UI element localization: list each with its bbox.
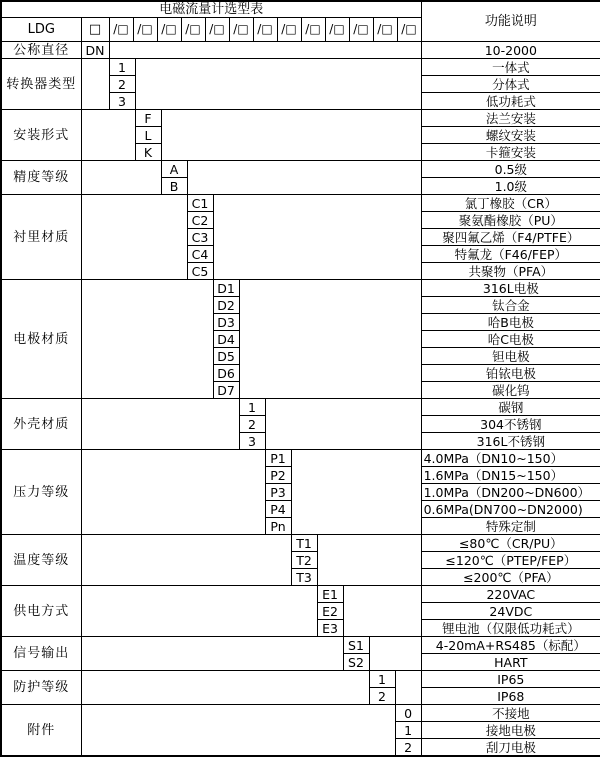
option-desc: 哈B电极 — [421, 314, 600, 331]
option-desc: 4.0MPa（DN10~150） — [421, 450, 600, 467]
option-code: S1 — [343, 637, 369, 654]
option-desc: 316L电极 — [421, 280, 600, 297]
temperature-rating-label: 温度等级 — [1, 535, 81, 586]
option-code: A — [161, 161, 187, 178]
option-desc: 低功耗式 — [421, 93, 600, 110]
spacer — [81, 586, 317, 637]
option-desc: HART — [421, 654, 600, 671]
spacer — [81, 161, 161, 195]
model-slot: /□ — [113, 22, 129, 36]
spacer — [109, 42, 421, 59]
option-desc: 1.0级 — [421, 178, 600, 195]
model-slot: /□ — [157, 18, 181, 41]
option-code: D5 — [213, 348, 239, 365]
option-desc: 1.0MPa（DN200~DN600） — [421, 484, 600, 501]
model-slot: /□ — [301, 18, 325, 41]
option-code: Pn — [265, 518, 291, 535]
spacer — [265, 399, 421, 450]
accessories-label: 附件 — [1, 705, 81, 757]
option-code: P4 — [265, 501, 291, 518]
spacer — [81, 280, 213, 399]
pressure-rating-label: 压力等级 — [1, 450, 81, 535]
model-slot: /□ — [205, 18, 229, 41]
option-desc: ≤200℃（PFA） — [421, 569, 600, 586]
converter-type-label: 转换器类型 — [1, 59, 81, 110]
model-slot: /□ — [253, 18, 277, 41]
model-slot: /□ — [325, 18, 349, 41]
option-desc: 钽电极 — [421, 348, 600, 365]
electrode-material-label: 电极材质 — [1, 280, 81, 399]
option-code: 1 — [369, 671, 395, 688]
option-desc: 碳化钨 — [421, 382, 600, 399]
option-desc: 特氟龙（F46/FEP） — [421, 246, 600, 263]
option-desc: 卡箍安装 — [421, 144, 600, 161]
housing-material-label: 外壳材质 — [1, 399, 81, 450]
option-code: 1 — [239, 399, 265, 416]
option-code: C5 — [187, 263, 213, 280]
option-code: S2 — [343, 654, 369, 671]
option-code: 2 — [369, 688, 395, 705]
option-code: P2 — [265, 467, 291, 484]
option-code: E1 — [317, 586, 343, 603]
model-slot: /□ — [277, 18, 301, 41]
option-code: T3 — [291, 569, 317, 586]
function-column-header: 功能说明 — [421, 1, 600, 42]
option-desc: 24VDC — [421, 603, 600, 620]
spacer — [81, 110, 135, 161]
spacer — [213, 195, 421, 280]
option-code: E3 — [317, 620, 343, 637]
protection-rating-label: 防护等级 — [1, 671, 81, 705]
model-slot: /□ — [349, 18, 373, 41]
model-box: □ — [81, 18, 109, 42]
option-code: 3 — [239, 433, 265, 450]
option-desc: ≤80℃（CR/PU） — [421, 535, 600, 552]
option-code: T2 — [291, 552, 317, 569]
option-desc: 一体式 — [421, 59, 600, 76]
option-desc: 聚四氟乙烯（F4/PTFE） — [421, 229, 600, 246]
spacer — [369, 637, 421, 671]
model-slot: /□ — [133, 18, 157, 41]
option-desc: 特殊定制 — [421, 518, 600, 535]
spacer — [239, 280, 421, 399]
option-code: D6 — [213, 365, 239, 382]
spacer — [81, 705, 395, 757]
option-code: DN — [81, 42, 109, 59]
spacer — [317, 535, 421, 586]
option-code: 1 — [109, 59, 135, 76]
option-desc: 碳钢 — [421, 399, 600, 416]
option-code: D7 — [213, 382, 239, 399]
spacer — [135, 59, 421, 110]
spacer — [161, 110, 421, 161]
spacer — [81, 195, 187, 280]
option-code: C4 — [187, 246, 213, 263]
option-code: 2 — [395, 739, 421, 757]
option-desc: 220VAC — [421, 586, 600, 603]
option-code: D3 — [213, 314, 239, 331]
option-desc: 氯丁橡胶（CR） — [421, 195, 600, 212]
option-code: C3 — [187, 229, 213, 246]
option-desc: 316L不锈钢 — [421, 433, 600, 450]
option-desc: 共聚物（PFA） — [421, 263, 600, 280]
option-desc: 钛合金 — [421, 297, 600, 314]
option-code: P3 — [265, 484, 291, 501]
installation-type-label: 安装形式 — [1, 110, 81, 161]
lining-material-label: 衬里材质 — [1, 195, 81, 280]
option-code: E2 — [317, 603, 343, 620]
option-desc: ≤120℃（PTEP/FEP） — [421, 552, 600, 569]
option-code: F — [135, 110, 161, 127]
model-slot: /□ — [181, 18, 205, 41]
option-code: D1 — [213, 280, 239, 297]
signal-output-label: 信号输出 — [1, 637, 81, 671]
nominal-diameter-label: 公称直径 — [1, 42, 81, 59]
option-desc: IP65 — [421, 671, 600, 688]
option-code: P1 — [265, 450, 291, 467]
option-code: L — [135, 127, 161, 144]
option-desc: 铂铱电极 — [421, 365, 600, 382]
option-desc: 接地电极 — [421, 722, 600, 739]
option-desc: 0.5级 — [421, 161, 600, 178]
page-title: 电磁流量计选型表 — [1, 1, 421, 18]
model-slot: /□ — [229, 18, 253, 41]
option-desc: 0.6MPa(DN700~DN2000) — [421, 501, 600, 518]
option-desc: 刮刀电极 — [421, 739, 600, 757]
spacer — [81, 637, 343, 671]
model-prefix: LDG — [1, 18, 81, 42]
option-code: T1 — [291, 535, 317, 552]
spacer — [343, 586, 421, 637]
option-desc: 304不锈钢 — [421, 416, 600, 433]
option-code: B — [161, 178, 187, 195]
option-desc: 分体式 — [421, 76, 600, 93]
power-supply-label: 供电方式 — [1, 586, 81, 637]
spacer — [187, 161, 421, 195]
spacer — [81, 535, 291, 586]
option-code: 2 — [109, 76, 135, 93]
spacer — [81, 450, 265, 535]
option-desc: IP68 — [421, 688, 600, 705]
option-desc: 4-20mA+RS485（标配） — [421, 637, 600, 654]
option-desc: 不接地 — [421, 705, 600, 722]
model-slot: /□ — [397, 18, 421, 41]
spacer — [395, 671, 421, 705]
option-desc: 聚氨酯橡胶（PU） — [421, 212, 600, 229]
option-code: C2 — [187, 212, 213, 229]
spacer — [81, 399, 239, 450]
spacer — [81, 671, 369, 705]
option-desc: 螺纹安装 — [421, 127, 600, 144]
option-code: C1 — [187, 195, 213, 212]
option-desc: 1.6MPa（DN15~150） — [421, 467, 600, 484]
option-code: 3 — [109, 93, 135, 110]
option-code: K — [135, 144, 161, 161]
option-code: D4 — [213, 331, 239, 348]
option-code: 0 — [395, 705, 421, 722]
option-desc: 哈C电极 — [421, 331, 600, 348]
model-slot: /□ — [373, 18, 397, 41]
option-code: 2 — [239, 416, 265, 433]
spacer — [81, 59, 109, 110]
spacer — [291, 450, 421, 535]
option-desc: 10-2000 — [421, 42, 600, 59]
option-desc: 锂电池（仅限低功耗式） — [421, 620, 600, 637]
option-desc: 法兰安装 — [421, 110, 600, 127]
option-code: D2 — [213, 297, 239, 314]
model-slot-row — [109, 18, 421, 42]
option-code: 1 — [395, 722, 421, 739]
accuracy-class-label: 精度等级 — [1, 161, 81, 195]
